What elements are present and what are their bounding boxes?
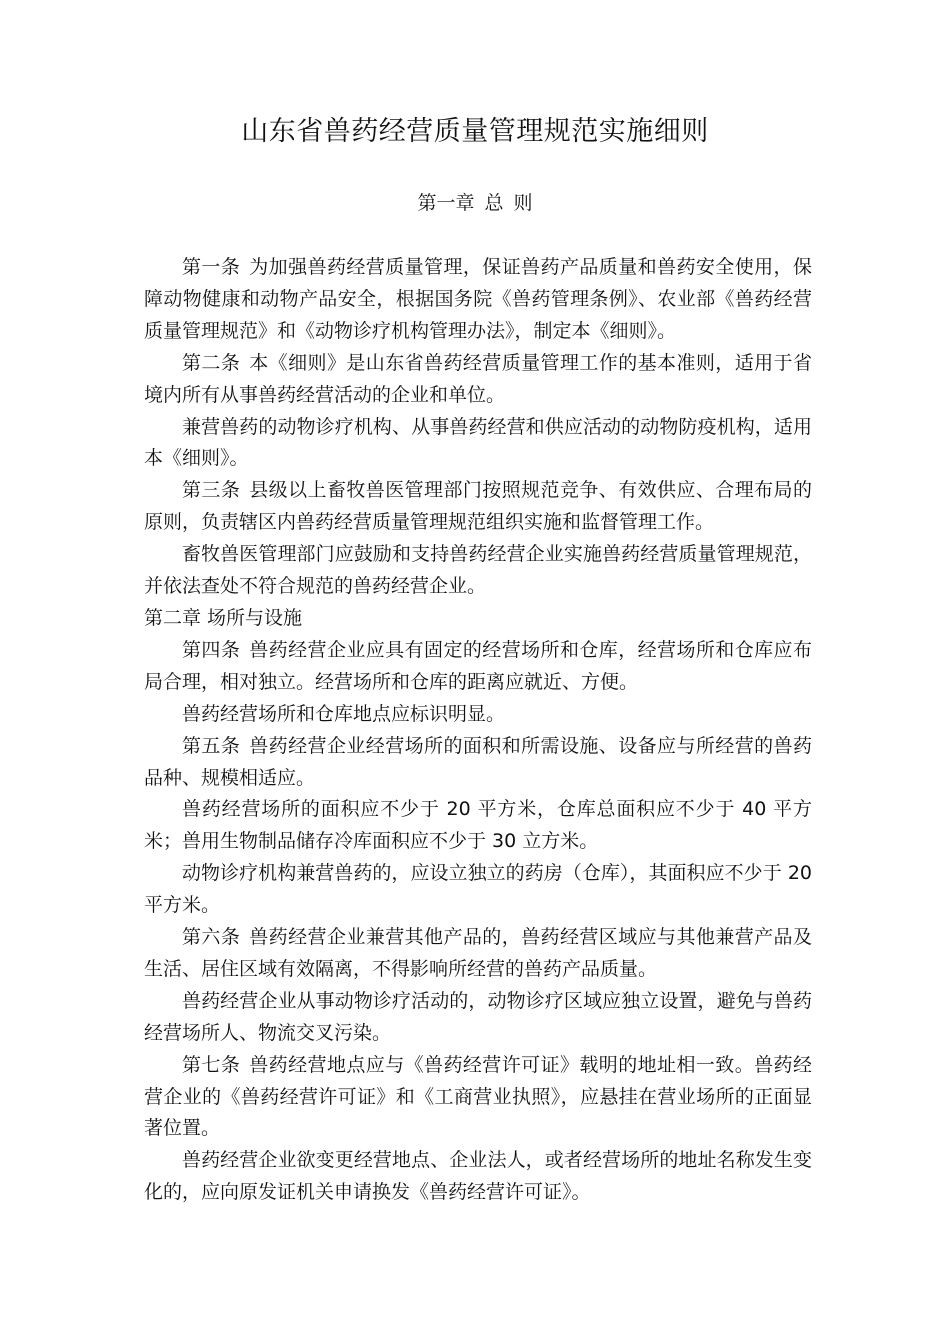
paragraph-text: 兽药经营企业欲变更经营地点、企业法人，或者经营场所的地址名称发生变化的，应向原发证机关申请换发《兽药经营许可证》。 <box>144 1149 812 1204</box>
article-number: 第一条 <box>182 256 241 278</box>
article-number: 第三条 <box>182 479 241 502</box>
article-text: 县级以上畜牧兽医管理部门按照规范竞争、有效供应、合理布局的原则，负责辖区内兽药经营质量管理规范组织实施和监督管理工作。 <box>144 479 812 534</box>
article-text: 本《细则》是山东省兽药经营质量管理工作的基本准则，适用于省境内所有从事兽药经营活动的企业和单位。 <box>144 351 812 406</box>
paragraph-text: 兼营兽药的动物诊疗机构、从事兽药经营和供应活动的动物防疫机构，适用本《细则》。 <box>144 415 812 470</box>
paragraph <box>144 986 812 1050</box>
chapter-1-heading: 第一章 总 则 <box>417 192 533 214</box>
article-4 <box>144 635 812 699</box>
paragraph-text: 兽药经营场所和仓库地点应标识明显。 <box>182 702 506 725</box>
article-6 <box>144 922 812 986</box>
article-number: 第六条 <box>182 926 241 949</box>
article-2 <box>144 348 812 412</box>
paragraph-text: 畜牧兽医管理部门应鼓励和支持兽药经营企业实施兽药经营质量管理规范，并依法查处不符合规范的兽药经营企业。 <box>144 543 812 598</box>
article-text: 兽药经营地点应与《兽药经营许可证》载明的地址相一致。兽药经营企业的《兽药经营许可证》和《工商营业执照》，应悬挂在营业场所的正面显著位置。 <box>144 1053 812 1140</box>
paragraph-text: 兽药经营企业从事动物诊疗活动的，动物诊疗区域应独立设置，避免与兽药经营场所人、物流交叉污染。 <box>144 989 812 1044</box>
article-text: 兽药经营企业经营场所的面积和所需设施、设备应与所经营的兽药品种、规模相适应。 <box>144 734 812 789</box>
article-5 <box>144 731 812 795</box>
paragraph <box>144 1145 812 1209</box>
paragraph <box>144 699 812 731</box>
paragraph <box>144 794 812 858</box>
paragraph <box>144 412 812 476</box>
article-number: 第五条 <box>182 734 241 757</box>
article-number: 第七条 <box>182 1053 241 1076</box>
article-text: 兽药经营企业应具有固定的经营场所和仓库，经营场所和仓库应布局合理，相对独立。经营场所和仓库的距离应就近、方便。 <box>144 638 812 693</box>
paragraph-text: 兽药经营场所的面积应不少于 20 平方米，仓库总面积应不少于 40 平方米；兽用生物制品储存冷库面积应不少于 30 立方米。 <box>144 798 812 853</box>
article-3 <box>144 475 812 539</box>
paragraph <box>144 858 812 922</box>
article-number: 第二条 <box>182 351 241 374</box>
article-text: 为加强兽药经营质量管理，保证兽药产品质量和兽药安全使用，保障动物健康和动物产品安全，根据国务院《兽药管理条例》、农业部《兽药经营质量管理规范》和《动物诊疗机构管理办法》，制定本《细则》。 <box>144 256 812 342</box>
chapter-2-heading: 第二章 场所与设施 <box>144 606 303 629</box>
article-1 <box>144 252 812 348</box>
paragraph-text: 动物诊疗机构兼营兽药的，应设立独立的药房（仓库），其面积应不少于 20 平方米。 <box>144 862 812 917</box>
article-7 <box>144 1050 812 1146</box>
document-title: 山东省兽药经营质量管理规范实施细则 <box>241 116 709 147</box>
article-number: 第四条 <box>182 638 241 661</box>
document-body <box>144 252 812 1209</box>
article-text: 兽药经营企业兼营其他产品的，兽药经营区域应与其他兼营产品及生活、居住区域有效隔离，不得影响所经营的兽药产品质量。 <box>144 926 812 980</box>
paragraph <box>144 539 812 603</box>
